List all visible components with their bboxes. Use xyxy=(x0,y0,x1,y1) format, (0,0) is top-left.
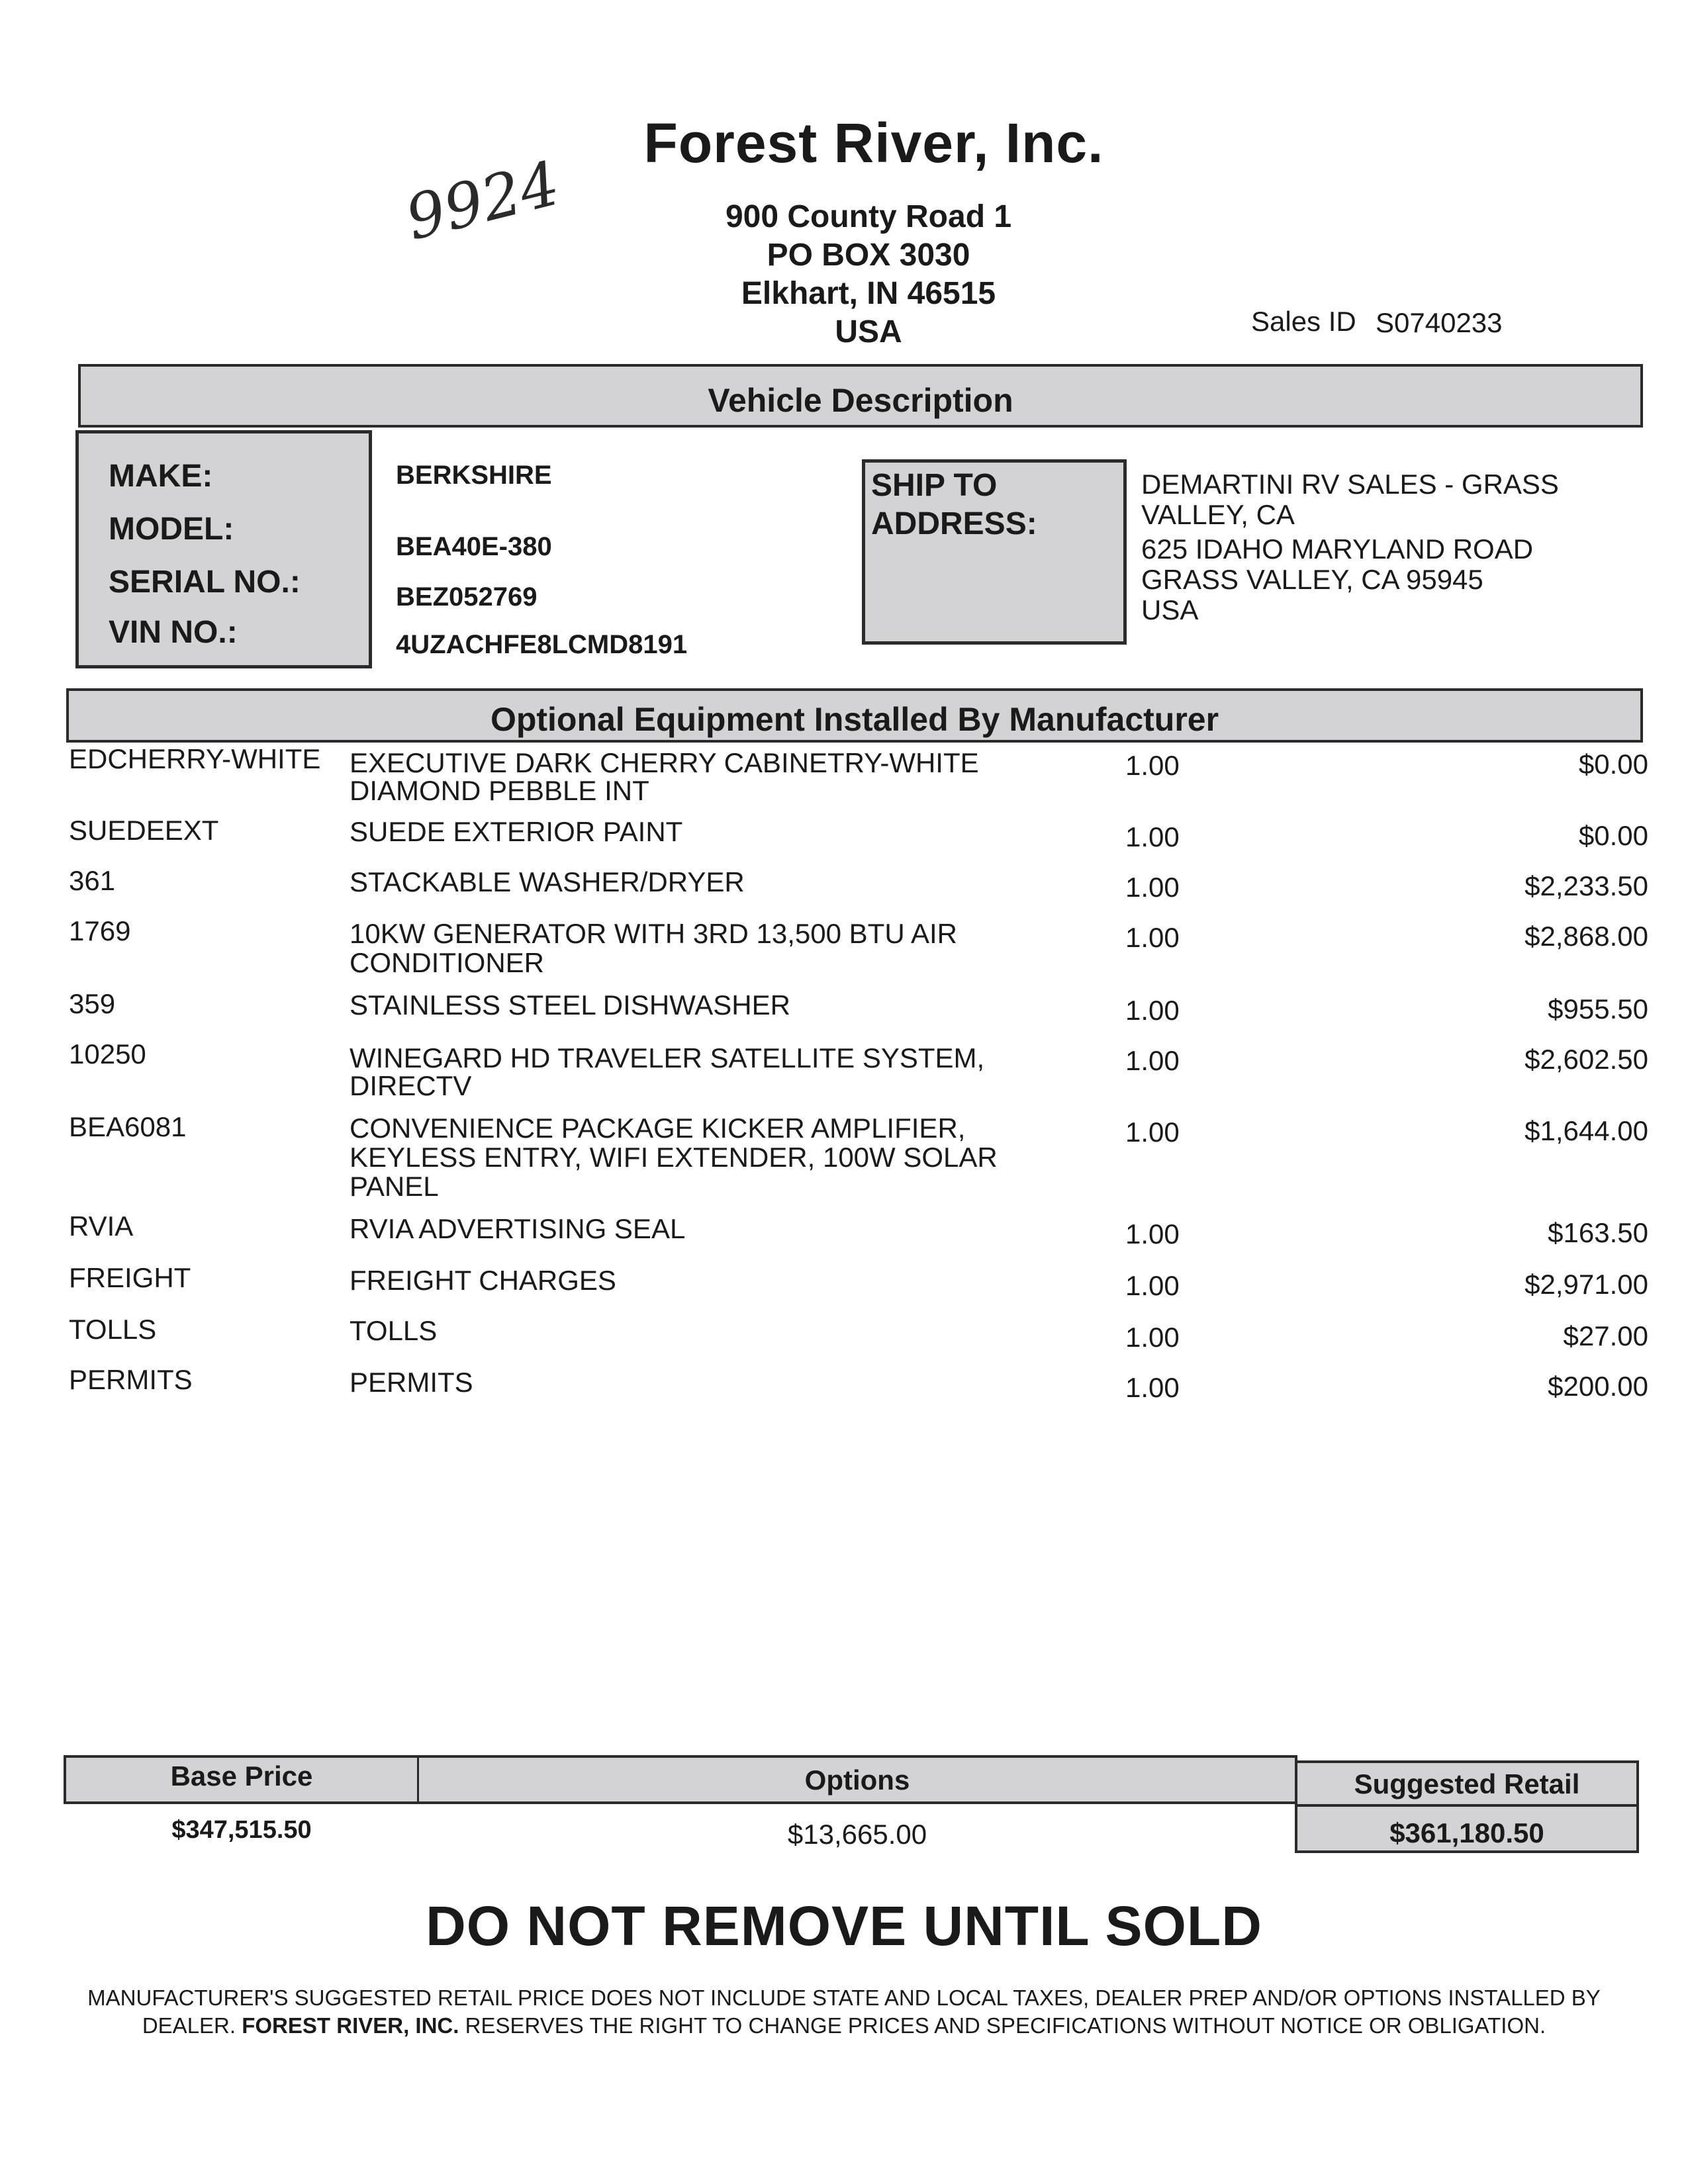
option-qty: 1.00 xyxy=(1125,872,1180,903)
address-line-4: USA xyxy=(835,314,902,349)
option-desc: 10KW GENERATOR WITH 3RD 13,500 BTU AIR xyxy=(350,918,958,949)
options-value: $13,665.00 xyxy=(787,1819,927,1850)
option-price: $2,233.50 xyxy=(1524,870,1648,901)
option-desc: CONVENIENCE PACKAGE KICKER AMPLIFIER, xyxy=(350,1113,966,1144)
option-qty: 1.00 xyxy=(1125,1116,1180,1148)
do-not-remove-warning: DO NOT REMOVE UNTIL SOLD xyxy=(426,1895,1262,1957)
option-desc: PERMITS xyxy=(350,1367,473,1398)
ship-to-label: SHIP TO xyxy=(871,468,998,503)
option-code: PERMITS xyxy=(69,1364,193,1395)
option-desc: TOLLS xyxy=(350,1315,438,1346)
option-qty: 1.00 xyxy=(1125,922,1180,953)
serial-label: SERIAL NO.: xyxy=(109,565,301,600)
option-desc: STAINLESS STEEL DISHWASHER xyxy=(350,989,790,1021)
disclaimer-company: FOREST RIVER, INC. xyxy=(242,2013,459,2038)
option-desc: DIAMOND PEBBLE INT xyxy=(350,775,649,806)
option-code: BEA6081 xyxy=(69,1111,187,1142)
serial-value: BEZ052769 xyxy=(396,582,538,612)
sales-id-label: Sales ID xyxy=(1251,306,1356,337)
option-desc: KEYLESS ENTRY, WIFI EXTENDER, 100W SOLAR xyxy=(350,1142,998,1173)
base-price-label: Base Price xyxy=(170,1760,313,1792)
option-price: $2,971.00 xyxy=(1524,1269,1648,1300)
ship-to-line: VALLEY, CA xyxy=(1141,499,1295,530)
disclaimer-line-2 xyxy=(0,2013,1688,2038)
option-code: SUEDEEXT xyxy=(69,815,219,846)
option-qty: 1.00 xyxy=(1125,1372,1180,1403)
option-code: RVIA xyxy=(69,1210,134,1242)
option-desc: WINEGARD HD TRAVELER SATELLITE SYSTEM, xyxy=(350,1042,985,1073)
address-line-1: 900 County Road 1 xyxy=(725,199,1012,234)
option-price: $0.00 xyxy=(1578,820,1648,851)
company-name: Forest River, Inc. xyxy=(643,112,1104,174)
option-desc: FREIGHT CHARGES xyxy=(350,1265,616,1296)
option-price: $27.00 xyxy=(1563,1320,1648,1351)
disclaimer-rights: RESERVES THE RIGHT TO CHANGE PRICES AND SPECIFICATIONS WITHOUT NOTICE OR OBLIGATION. xyxy=(465,2013,1546,2038)
model-value: BEA40E-380 xyxy=(396,532,552,561)
options-label: Options xyxy=(804,1764,910,1796)
vin-value: 4UZACHFE8LCMD8191 xyxy=(396,630,688,659)
option-desc: CONDITIONER xyxy=(350,947,544,978)
ship-to-line: DEMARTINI RV SALES - GRASS xyxy=(1141,469,1559,500)
option-qty: 1.00 xyxy=(1125,1270,1180,1301)
option-qty: 1.00 xyxy=(1125,750,1180,781)
option-code: FREIGHT xyxy=(69,1262,191,1293)
option-code: TOLLS xyxy=(69,1314,157,1345)
address-line-3: Elkhart, IN 46515 xyxy=(741,276,996,311)
option-price: $200.00 xyxy=(1548,1371,1648,1402)
base-price-value: $347,515.50 xyxy=(171,1816,312,1844)
option-price: $1,644.00 xyxy=(1524,1115,1648,1146)
option-price: $2,602.50 xyxy=(1524,1044,1648,1075)
disclaimer-line-1: MANUFACTURER'S SUGGESTED RETAIL PRICE DOES NOT INCLUDE STATE AND LOCAL TAXES, DEALER PREP AND/OR OPTIONS INSTALLED BY xyxy=(87,1985,1601,2010)
option-price: $0.00 xyxy=(1578,749,1648,780)
option-desc: RVIA ADVERTISING SEAL xyxy=(350,1213,686,1244)
retail-divider xyxy=(1295,1804,1639,1807)
option-qty: 1.00 xyxy=(1125,821,1180,852)
make-label: MAKE: xyxy=(109,459,213,494)
ship-to-line: 625 IDAHO MARYLAND ROAD xyxy=(1141,533,1534,565)
option-qty: 1.00 xyxy=(1125,1322,1180,1353)
sales-id-value: S0740233 xyxy=(1376,307,1503,338)
option-price: $163.50 xyxy=(1548,1217,1648,1248)
address-line-2: PO BOX 3030 xyxy=(767,238,970,273)
vehicle-description-title: Vehicle Description xyxy=(708,382,1013,419)
vin-label: VIN NO.: xyxy=(109,615,238,650)
option-desc: STACKABLE WASHER/DRYER xyxy=(350,866,745,897)
option-code: 1769 xyxy=(69,915,131,946)
ship-to-line: USA xyxy=(1141,594,1199,625)
option-desc: EXECUTIVE DARK CHERRY CABINETRY-WHITE xyxy=(350,747,979,778)
ship-to-address-label: ADDRESS: xyxy=(871,506,1037,541)
option-qty: 1.00 xyxy=(1125,1045,1180,1076)
handwritten-note: 9924 xyxy=(399,148,567,254)
disclaimer-dealer: DEALER. xyxy=(142,2013,236,2038)
vehicle-description-bar xyxy=(78,364,1643,428)
suggested-retail-value: $361,180.50 xyxy=(1389,1817,1544,1848)
optional-equipment-title: Optional Equipment Installed By Manufacturer xyxy=(490,701,1219,738)
model-label: MODEL: xyxy=(109,512,234,547)
make-value: BERKSHIRE xyxy=(396,461,552,490)
option-code: 10250 xyxy=(69,1038,146,1069)
option-desc: SUEDE EXTERIOR PAINT xyxy=(350,816,683,847)
option-code: 359 xyxy=(69,988,116,1019)
option-price: $955.50 xyxy=(1548,993,1648,1024)
option-qty: 1.00 xyxy=(1125,995,1180,1026)
optional-equipment-bar xyxy=(66,688,1643,743)
option-qty: 1.00 xyxy=(1125,1218,1180,1250)
suggested-retail-label: Suggested Retail xyxy=(1354,1768,1580,1799)
option-code: 361 xyxy=(69,865,116,896)
option-code: EDCHERRY-WHITE xyxy=(69,743,321,774)
option-desc: DIRECTV xyxy=(350,1070,472,1101)
option-desc: PANEL xyxy=(350,1171,439,1202)
ship-to-line: GRASS VALLEY, CA 95945 xyxy=(1141,564,1483,595)
option-price: $2,868.00 xyxy=(1524,921,1648,952)
